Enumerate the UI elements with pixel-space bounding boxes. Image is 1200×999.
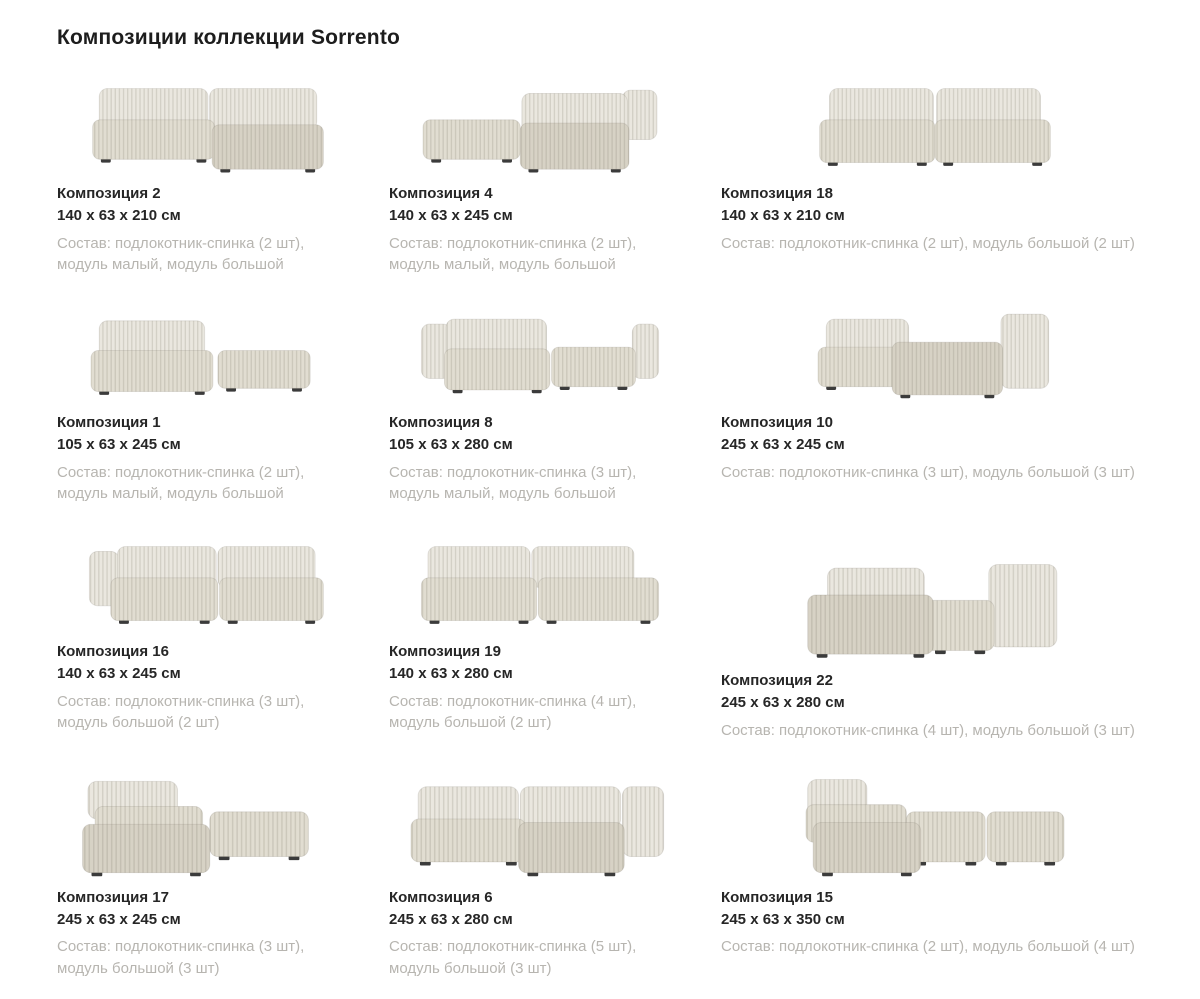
composition-dimensions: 140 x 63 x 280 см — [389, 665, 513, 683]
sofa-illustration — [389, 530, 691, 633]
composition-dimensions: 140 x 63 x 245 см — [57, 665, 181, 683]
composition-contents: Состав: подлокотник-спинка (4 шт), модуль большой (2 шт) — [389, 692, 637, 731]
sofa-image — [57, 530, 359, 633]
sofa-image — [721, 301, 1149, 404]
composition-card[interactable] — [389, 767, 691, 979]
sofa-image — [389, 301, 691, 404]
composition-contents: Состав: подлокотник-спинка (3 шт), модуль большой (3 шт) — [721, 463, 1135, 481]
composition-card[interactable] — [57, 72, 359, 275]
sofa-illustration — [721, 301, 1149, 404]
composition-card[interactable] — [57, 767, 359, 979]
composition-card[interactable] — [57, 530, 359, 741]
sofa-image — [721, 552, 1149, 664]
sofa-illustration — [389, 72, 691, 175]
composition-dimensions: 140 x 63 x 210 см — [721, 207, 845, 225]
sofa-image — [389, 767, 691, 879]
sofa-illustration — [721, 72, 1149, 175]
composition-card[interactable] — [721, 72, 1149, 275]
sofa-image — [57, 72, 359, 175]
composition-name: Композиция 10 — [721, 414, 833, 432]
composition-name: Композиция 8 — [389, 414, 493, 432]
composition-card[interactable] — [389, 72, 691, 275]
composition-contents: Состав: подлокотник-спинка (3 шт), модуль большой (3 шт) — [57, 938, 305, 977]
composition-dimensions: 245 x 63 x 245 см — [721, 436, 845, 454]
page-title: Композиции коллекции Sorrento — [57, 26, 401, 49]
composition-name: Композиция 22 — [721, 672, 833, 690]
composition-card[interactable] — [721, 767, 1149, 979]
sofa-illustration — [57, 301, 359, 404]
sofa-illustration — [57, 767, 359, 879]
composition-contents: Состав: подлокотник-спинка (2 шт), модуль малый, модуль большой — [57, 463, 305, 502]
composition-dimensions: 140 x 63 x 245 см — [389, 207, 513, 225]
composition-name: Композиция 2 — [57, 185, 161, 202]
composition-card[interactable] — [57, 301, 359, 504]
sofa-image — [57, 301, 359, 404]
composition-contents: Состав: подлокотник-спинка (2 шт), модуль большой (2 шт) — [721, 234, 1135, 252]
composition-dimensions: 105 x 63 x 245 см — [57, 436, 181, 454]
composition-name: Композиция 1 — [57, 414, 161, 432]
composition-dimensions: 105 x 63 x 280 см — [389, 436, 513, 454]
composition-contents: Состав: подлокотник-спинка (2 шт), модуль малый, модуль большой — [57, 234, 305, 273]
composition-name: Композиция 17 — [57, 888, 169, 906]
composition-card[interactable] — [389, 530, 691, 741]
sofa-illustration — [389, 767, 691, 879]
composition-dimensions: 140 x 63 x 210 см — [57, 207, 181, 225]
composition-dimensions: 245 x 63 x 280 см — [721, 694, 845, 712]
composition-contents: Состав: подлокотник-спинка (2 шт), модуль большой (4 шт) — [721, 938, 1135, 956]
sofa-illustration — [389, 301, 691, 404]
composition-dimensions: 245 x 63 x 350 см — [721, 911, 845, 929]
sofa-image — [721, 72, 1149, 175]
composition-contents: Состав: подлокотник-спинка (3 шт), модуль большой (2 шт) — [57, 692, 305, 731]
composition-contents: Состав: подлокотник-спинка (3 шт), модуль малый, модуль большой — [389, 463, 637, 502]
composition-name: Композиция 6 — [389, 888, 493, 906]
sofa-illustration — [57, 530, 359, 633]
composition-name: Композиция 16 — [57, 643, 169, 661]
composition-card[interactable] — [389, 301, 691, 504]
composition-name: Композиция 4 — [389, 185, 493, 202]
sofa-image — [389, 72, 691, 175]
sofa-illustration — [721, 767, 1149, 879]
composition-name: Композиция 19 — [389, 643, 501, 661]
sofa-illustration — [57, 72, 359, 175]
composition-name: Композиция 15 — [721, 888, 833, 906]
composition-contents: Состав: подлокотник-спинка (4 шт), модуль большой (3 шт) — [721, 721, 1135, 739]
composition-contents: Состав: подлокотник-спинка (5 шт), модуль большой (3 шт) — [389, 938, 637, 977]
composition-contents: Состав: подлокотник-спинка (2 шт), модуль малый, модуль большой — [389, 234, 637, 273]
composition-name: Композиция 18 — [721, 185, 833, 202]
composition-dimensions: 245 x 63 x 280 см — [389, 911, 513, 929]
composition-card[interactable] — [721, 301, 1149, 504]
composition-dimensions: 245 x 63 x 245 см — [57, 911, 181, 929]
composition-card[interactable] — [721, 530, 1149, 741]
sofa-image — [721, 767, 1149, 879]
sofa-image — [389, 530, 691, 633]
compositions-grid — [57, 72, 1170, 979]
sofa-illustration — [721, 552, 1149, 664]
sofa-image — [57, 767, 359, 879]
